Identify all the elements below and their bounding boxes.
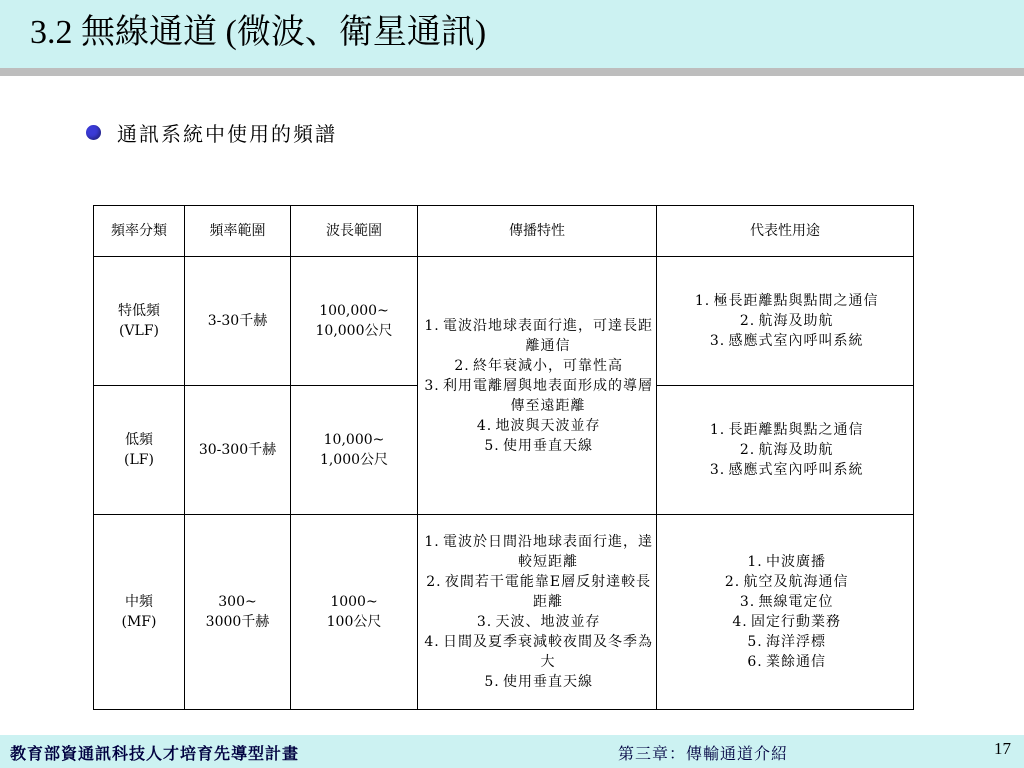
category-name: 低頻	[125, 432, 153, 448]
category-name: 中頻	[125, 594, 153, 610]
list-item: 3. 感應式室內呼叫系統	[709, 462, 864, 478]
wave-text: 1,000公尺	[319, 452, 389, 468]
list-item: 2. 航空及航海通信	[724, 574, 849, 590]
bullet-dot-icon	[86, 125, 101, 140]
header-cell: 波長範圍	[291, 206, 418, 257]
wave-cell	[291, 257, 418, 386]
list-item: 3. 無線電定位	[739, 594, 834, 610]
category-abbr: (VLF)	[118, 323, 160, 339]
table-row	[94, 257, 914, 386]
frequency-spectrum-table	[93, 205, 914, 710]
list-item: 3. 利用電離層與地表面形成的導層傳至遠距離	[424, 377, 653, 414]
freq-text: 30-300千赫	[198, 442, 277, 458]
footer-chapter: 第三章：傳輸通道介紹	[618, 744, 789, 763]
list-item: 4. 固定行動業務	[732, 614, 841, 630]
uses-cell	[657, 515, 914, 710]
list-item: 2. 航海及助航	[739, 313, 834, 329]
freq-text: 3000千赫	[205, 614, 270, 630]
category-cell	[94, 257, 185, 386]
category-cell	[94, 386, 185, 515]
freq-cell	[185, 257, 291, 386]
wave-text: 10,000公尺	[315, 323, 393, 339]
list-item: 3. 天波、地波並存	[476, 614, 601, 630]
wave-cell	[291, 515, 418, 710]
category-abbr: (LF)	[124, 452, 154, 468]
list-item: 5. 使用垂直天線	[484, 674, 593, 690]
table-header-row	[94, 206, 914, 257]
list-item: 6. 業餘通信	[747, 654, 826, 670]
wave-text: 10,000~	[323, 432, 385, 448]
category-name: 特低頻	[118, 303, 160, 319]
list-item: 3. 感應式室內呼叫系統	[709, 333, 864, 349]
header-cell: 頻率分類	[94, 206, 185, 257]
list-item: 5. 使用垂直天線	[484, 437, 593, 454]
list-item: 5. 海洋浮標	[747, 634, 826, 650]
list-item: 2. 夜間若干電能靠E層反射達較長距離	[426, 574, 652, 610]
freq-cell	[185, 386, 291, 515]
wave-text: 100公尺	[326, 614, 382, 630]
list-item: 4. 地波與天波並存	[476, 417, 601, 434]
wave-cell	[291, 386, 418, 515]
bullet-item	[86, 116, 337, 148]
freq-cell	[185, 515, 291, 710]
category-cell	[94, 515, 185, 710]
propagation-cell	[418, 515, 657, 710]
list-item: 1. 長距離點與點之通信	[709, 422, 864, 438]
wave-text: 1000~	[330, 594, 378, 610]
list-item: 1. 電波沿地球表面行進，可達長距離通信	[424, 317, 653, 354]
list-item: 1. 電波於日間沿地球表面行進，達較短距離	[424, 534, 653, 570]
category-abbr: (MF)	[121, 614, 157, 630]
uses-cell	[657, 386, 914, 515]
bullet-text: 通訊系統中使用的頻譜	[117, 121, 337, 146]
header-cell: 代表性用途	[657, 206, 914, 257]
list-item: 4. 日間及夏季衰減較夜間及冬季為大	[424, 634, 653, 670]
title-divider	[0, 68, 1024, 76]
list-item: 1. 極長距離點與點間之通信	[694, 293, 879, 309]
propagation-cell	[418, 257, 657, 515]
footer-program-name: 教育部資通訊科技人才培育先導型計畫	[10, 744, 300, 763]
table-row	[94, 515, 914, 710]
freq-text: 300~	[218, 594, 257, 610]
uses-cell	[657, 257, 914, 386]
slide-title: 3.2 無線通道 (微波、衛星通訊)	[30, 14, 487, 51]
list-item: 2. 航海及助航	[739, 442, 834, 458]
list-item: 2. 終年衰減小，可靠性高	[454, 357, 623, 374]
page-number: 17	[994, 739, 1011, 758]
header-cell: 傳播特性	[418, 206, 657, 257]
freq-text: 3-30千赫	[207, 313, 268, 329]
header-cell: 頻率範圍	[185, 206, 291, 257]
wave-text: 100,000~	[319, 303, 389, 319]
list-item: 1. 中波廣播	[747, 554, 826, 570]
